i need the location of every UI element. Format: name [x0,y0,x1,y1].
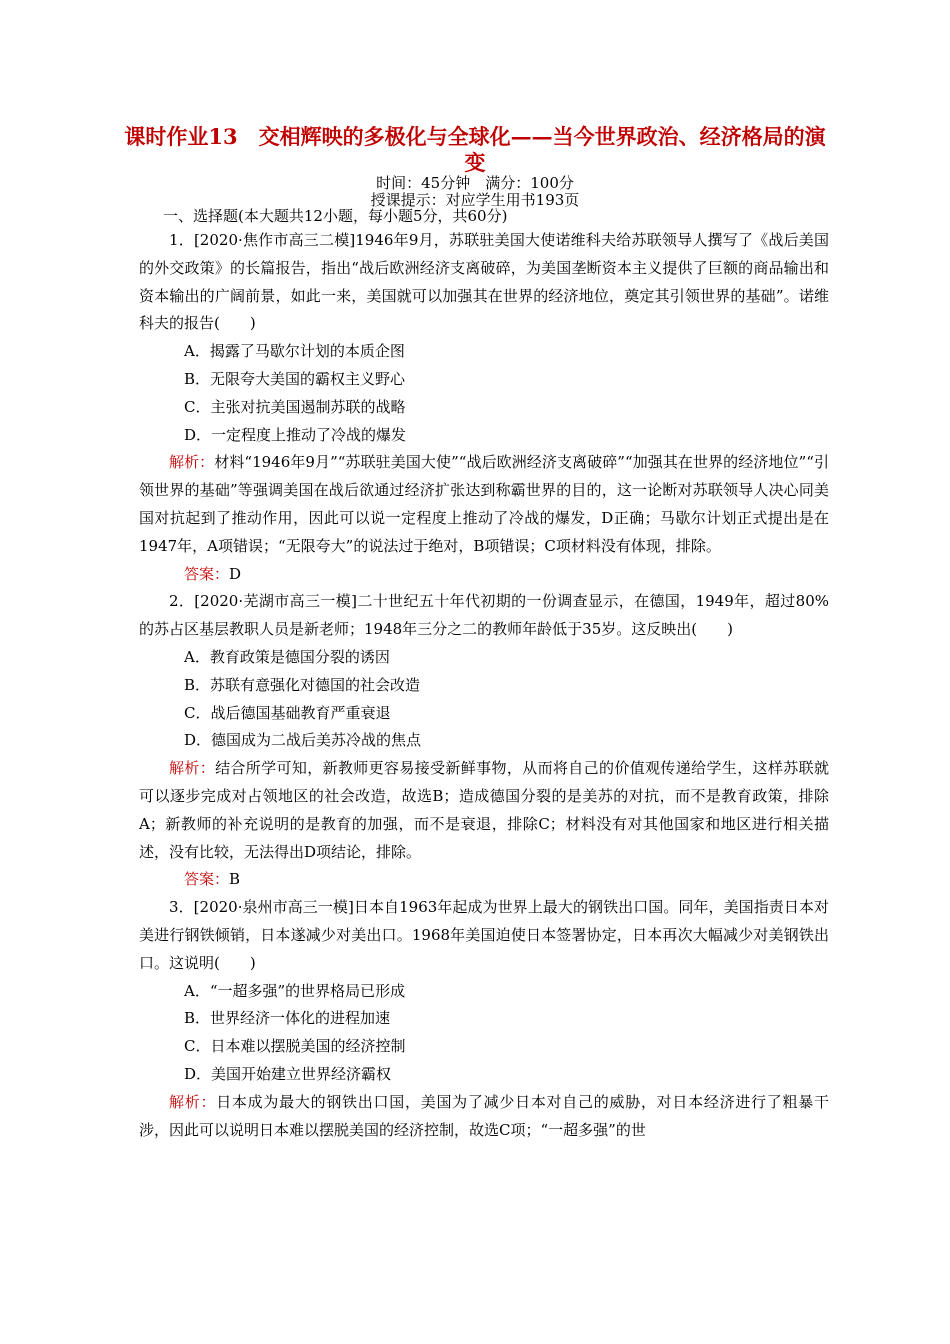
question-1-answer-value: D [229,564,242,583]
time-score-line: 时间：45分钟 满分：100分 [376,174,574,192]
question-3-analysis [139,1089,829,1145]
analysis-label: 解析： [169,453,215,472]
question-1-analysis-text: 材料“1946年9月”“苏联驻美国大使”“战后欧洲经济支离破碎”“加强其在世界的经济地位”“引领世界的基础”等强调美国在战后欲通过经济扩张达到称霸世界的目的，这一论断对苏联领导人决心同美国对抗起到了推动作用，因此可以说一定程度上推动了冷战的爆发，D正确；马歇尔计划正式提出是在1947年，A项错误；“无限夸大”的说法过于绝对，B项错误；C项材料没有体现，排除。 [139,453,829,555]
answer-label: 答案： [184,870,230,889]
question-3-option-b: B．世界经济一体化的进程加速 [184,1009,391,1028]
question-2-analysis-text: 结合所学可知，新教师更容易接受新鲜事物，从而将自己的价值观传递给学生，这样苏联就可以逐步完成对占领地区的社会改造，故选B；造成德国分裂的是美苏的对抗，而不是教育政策，排除A；新教师的补充说明的是教育的加强，而不是衰退，排除C；材料没有对其他国家和地区进行相关描述，没有比较，无法得出D项结论，排除。 [139,759,829,861]
question-2-option-a: A．教育政策是德国分裂的诱因 [184,647,390,666]
question-2-stem: 2．[2020·芜湖市高三一模]二十世纪五十年代初期的一份调查显示，在德国，1949年，超过80%的苏占区基层教职人员是新老师；1948年三分之二的教师年龄低于35岁。这反映出( ) [139,592,829,639]
question-3-stem: 3．[2020·泉州市高三一模]日本自1963年起成为世界上最大的钢铁出口国。同年，美国指责日本对美进行钢铁倾销，日本遂减少对美出口。1968年美国迫使日本签署协定，日本再次大幅减少对美钢铁出口。这说明( ) [139,898,829,972]
question-1-option-c: C．主张对抗美国遏制苏联的战略 [184,397,406,416]
question-1-option-a: A．揭露了马歇尔计划的本质企图 [184,342,405,361]
question-1-answer [139,561,829,589]
question-1-option-b: B．无限夸大美国的霸权主义野心 [184,369,406,388]
question-2-answer-value: B [229,870,241,889]
question-3-option-a: A．“一超多强”的世界格局已形成 [184,981,406,1000]
answer-label: 答案： [184,564,230,583]
question-1-analysis [139,449,829,560]
question-2-analysis [139,755,829,866]
question-2-answer [139,866,829,894]
question-1-stem: 1．[2020·焦作市高三二模]1946年9月，苏联驻美国大使诺维科夫给苏联领导人撰写了《战后美国的外交政策》的长篇报告，指出“战后欧洲经济支离破碎，为美国垄断资本主义提供了巨额的商品输出和资本输出的广阔前景，如此一来，美国就可以加强其在世界的经济地位，奠定其引领世界的基础”。诺维科夫的报告( ) [139,231,829,333]
question-3-option-c: C．日本难以摆脱美国的经济控制 [184,1037,406,1056]
question-3-analysis-text: 日本成为最大的钢铁出口国，美国为了减少日本对自己的威胁，对日本经济进行了粗暴干涉，因此可以说明日本难以摆脱美国的经济控制，故选C项；“一超多强”的世 [139,1092,829,1139]
question-2-option-c: C．战后德国基础教育严重衰退 [184,703,391,722]
analysis-label: 解析： [169,1092,217,1111]
question-2-option-b: B．苏联有意强化对德国的社会改造 [184,675,421,694]
question-2-option-d: D．德国成为二战后美苏冷战的焦点 [184,731,422,750]
analysis-label: 解析： [169,759,216,778]
textbook-hint-line: 授课提示：对应学生用书193页 [370,191,580,209]
page-title: 课时作业13 交相辉映的多极化与全球化——当今世界政治、经济格局的演变 [124,124,826,175]
question-body [139,227,829,1144]
question-1-option-d: D．一定程度上推动了冷战的爆发 [184,425,407,444]
section-heading: 一、选择题(本大题共12小题，每小题5分，共60分) [163,207,508,225]
question-3-option-d: D．美国开始建立世界经济霸权 [184,1064,392,1083]
